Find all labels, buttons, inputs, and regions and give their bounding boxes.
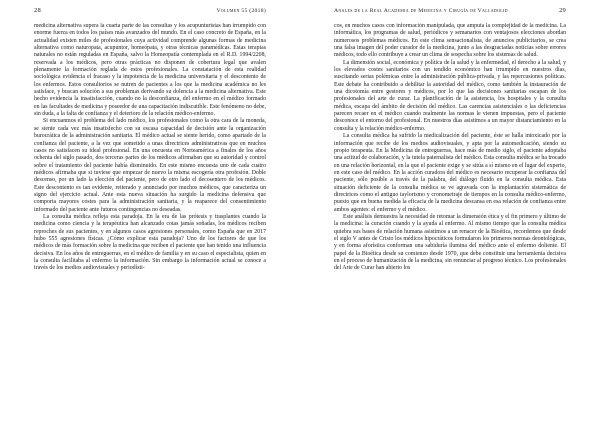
paragraph: La consulta médica ha sufrido la medicalización del paciente, éste se halla intoxicado por la información que recibe de los medios audiovisuales, y apta por la automedicación, siendo su propio terapeuta. En la Medicina de entreguerras, hace más de medio siglo, el paciente adoptaba una actitud de colaboración, y la tutela paternalista del médico. Esta consulta médica se ha trocado en una relación horizontal, en la que el paciente exige y se sitúa a sí mismo en el lugar del experto, en este caso del médico. En la acción curadora del médico es necesario recuperar la confianza del paciente, sólo posible a través de la palabra, del diálogo fluido en la consulta médica. Esta situación deficiente de la consulta médica se ve agravada con la implantación sistemática de directrices como el antiguo taylorismo y cronometraje de tiempos en la consulta médico-enfermo, puesto que en buena medida la eficacia de la medicina descansa en esa relación de confianza entre ambos agentes: el enfermo y el médico. — [334, 133, 566, 213]
left-page-body — [34, 23, 266, 415]
left-page — [0, 0, 298, 423]
paragraph: La dimensión social, económica y política de la salud y la enfermedad, el derecho a la salud, y los elevados costes sanitarios con un tendido económico han irrumpido en nuestros días, suscitando serias polémicas entre la administración pública-privada, y las repercusiones políticas. Este debate ha contribuido a debilitar la autoridad del médico, como también la instauración de una dicotomía entre gestores y médicos, por lo que las decisiones sanitarias escapan de los profesionales del arte de curar. La planificación de la asistencia, los hospitales y la consulta médica, escapa del ámbito de decisión del médico. Las carencias asistenciales o las deficiencias parecen recaer en el médico cuando realmente las normas le vienen impuestas, pero el paciente desconoce el entorno del profesional. En nuestros días asistimos a un mayor distanciamiento en la consulta y la relación médico-enfermo. — [334, 59, 566, 132]
running-head: Anales de la Real Academia de Medicina y Cirugía de Valladolid — [334, 8, 508, 14]
running-head: Volumen 55 (2018) — [216, 8, 266, 14]
paragraph: Si encuanmos el problema del lado médico, los profesionales como la otra cara de la moneda, se siente cada vez más insatisfecho con su escasa capacidad de decisión ante la organización burocrática de la administración sanitaria. El médico actual se siente herido, como apartado de la confianza del paciente, a la vez que sometido a unas directrices administrativas que en muchos casos no satisfacen su ideal profesional. En una encuesta en Norteamérica a finales de los años ochenta del siglo pasado, dos terceras partes de los médicos afirmaban que su autoridad y control sobre el tratamiento del paciente había disminuido. En este mismo encuesta uno de cada cuatro médicos afirmaba que si tuviese que empezar de nuevo la misma escogería otra profesión. Doble descenso, por un lado la elección del paciente, pero de otro lado el decosentero de los médicos. Este descontento es tan evidente, reiterado y anunciado por muchos médicos, que caracteriza un signo del ejercicio actual. Ante esta nueva situación ha surgido la medicina defensiva que comporta mayores costes para la administración sanitaria, y la reaparece del consentimiento informado del paciente ante futuros contingencias no deseadas. — [34, 118, 266, 213]
paragraph: cos, en muchos casos con información manipulada, que amputa la complejidad de la medicina. La informática, los programas de salud, periódicos y semanarios con ventajosos elecciones abordan numerosos problemas médicos. En este clima sensacionalista, de anuncios publicitarios, se crea una falsa imagen del poder curador de la medicina, junto a las desgraciadas noticias sobre errores médicos, todo ello contribuye a crear un clima de sospecha sobre los sistemas de salud. — [334, 23, 566, 59]
right-page-header — [334, 7, 566, 17]
page-number: 28 — [34, 7, 41, 14]
right-page — [302, 0, 600, 423]
right-page-body — [334, 23, 566, 415]
paragraph: Este análisis demuestra la necesidad de retomar la dimensión ética y el fin primero y último de la medicina: la curación cuando y la ayuda al enfermo. Al mismo tiempo que la consulta médica quiebra sus bases de relación humana asistimos a un renacer de la Bioética, recordemos que desde el siglo V antes de Cristo los médicos hipocráticos formularon los primeros normas deontológicas, y en forma aforística conforman una sabiduría ilumina del médico ante el enfermo doliente. El papel de la Bioética desde su comienzo desde 1970, que debe constituir una herramienta decisiva en el proceso de humanización de la medicina, sin renunciar al progreso técnico. Los profesionales del Arte de Curar han abierto los — [334, 213, 566, 272]
page-number: 29 — [559, 7, 566, 14]
left-page-header — [34, 7, 266, 17]
paragraph: medicina alternativa supera la cuarta parte de las consultas y los acupunturistas han irrumpido con enorme fuerza en todos los países más avanzados del mundo. En el caso concreto de España, en la actualidad existen miles de profesionales cuya actividad comprende algunas formas de medicina alternativa como naturopata, acupuntor, homeópata, y otras técnicas paramédicas. Estas terapias naturales no están reguladas en España, salvo la Homeopatía contemplada en el R.D. 1994/2208, reservada a los médicos, pero otras prácticas no disponen de cobertura legal que avalen plenamente la formación reglada de estos profesionales. La constatación de esta realidad sociológica evidencia el fracaso y la impotencia de la medicina universitaria y el descontento de los enfermos. Estos consultorios se nutren de pacientes a los que la medicina académica no les satisface, y buscan solución a sus problemas derivando su dolencia a la medicina alternativa. Este hecho evidencia la insatisfacción, cuando no la desconfianza, del enfermo en el médico formado en las facultades de medicina y poseedor de una capacitación indiscutible. Este fenómeno no debe, sin duda, a la falta de confianza y el deterioro de la relación médico-enfermo. — [34, 23, 266, 118]
paragraph: La consulta médica refleja esta paradoja. En la era de las prótesis y trasplantes cuando la medicina como ciencia y la terapéutica han alcanzado cotas jamás soñadas, los médicos reciben reproches de sus pacientes, y en algunos casos agresiones personales, como España que en 2017 hubo 555 agresiones físicas. ¿Cómo explicar esta paradoja? Uno de los factores de que los médicos de más formación sobre la medicina que reciben el paciente que han tenido una influencia decisiva. En los años de entreguerras, en el médico de familia y en su caso el especialista, quien en la consulta facilitaba al enfermo la información. Sin embargo la información actual se conoce a través de los medios audiovisuales y periodísti- — [34, 213, 266, 272]
